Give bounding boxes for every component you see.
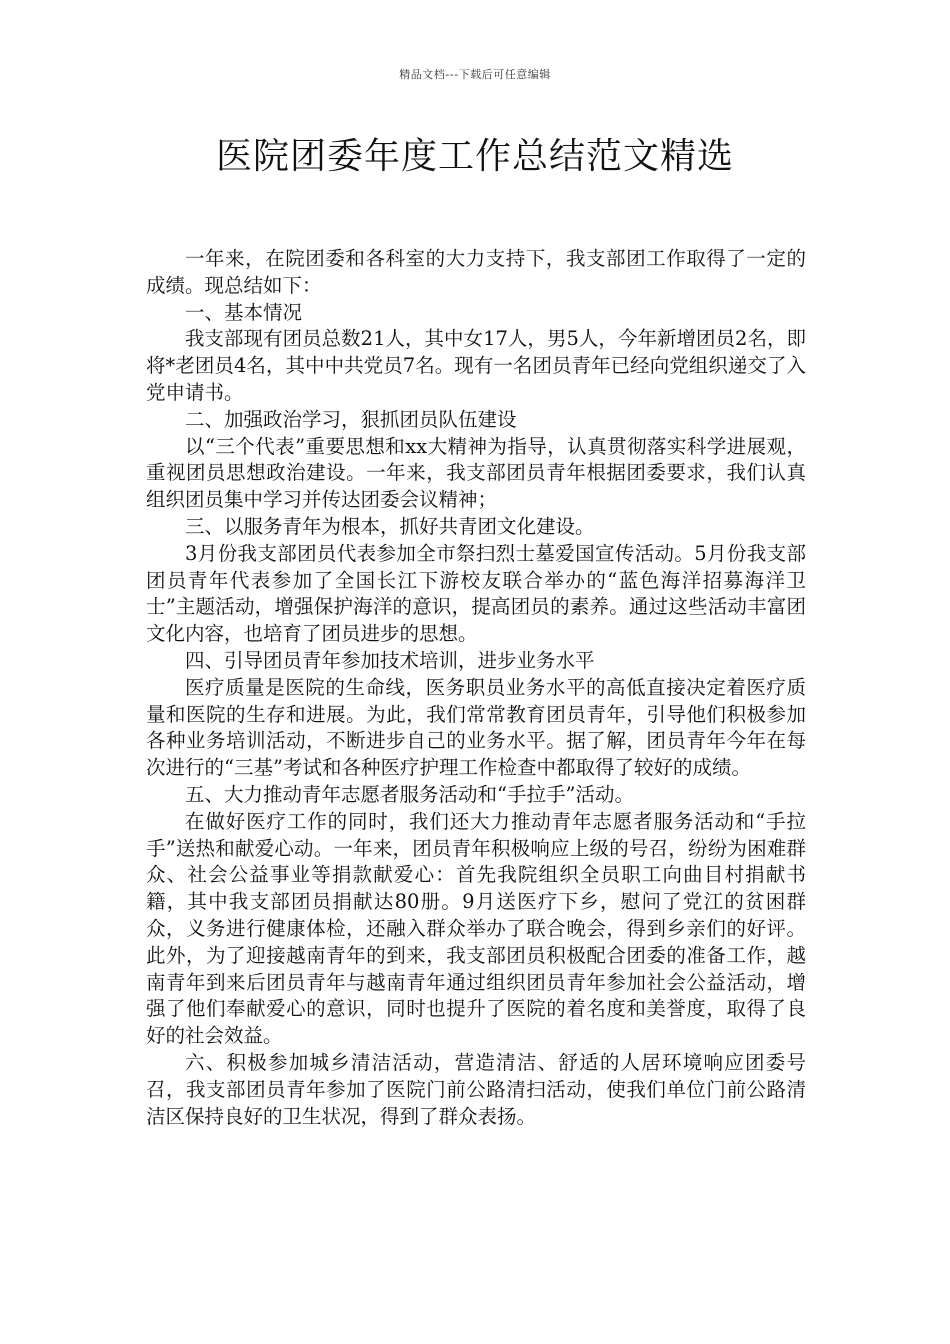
basic-situation-paragraph: 我支部现有团员总数21人，其中女17人，男5人，今年新增团员2名，即将*老团员4名，其中中共党员7名。现有一名团员青年已经向党组织递交了入党申请书。: [146, 327, 806, 404]
volunteer-service-paragraph: 在做好医疗工作的同时，我们还大力推动青年志愿者服务活动和“手拉手”送热和献爱心动。一年来，团员青年积极响应上级的号召，纷纷为困难群众、社会公益事业等捐款献爱心：首先我院组织全员职工向曲目村捐献书籍，其中我支部团员捐献达80册。9月送医疗下乡，慰问了党江的贫困群众，义务进行健康体检，还融入群众举办了联合晚会，得到乡亲们的好评。此外，为了迎接越南青年的到来，我支部团员积极配合团委的准备工作，越南青年到来后团员青年与越南青年通过组织团员青年参加社会公益活动，增强了他们奉献爱心的意识，同时也提升了医院的着名度和美誉度，取得了良好的社会效益。: [146, 809, 806, 1048]
section-cleanup-activity-paragraph: 六、积极参加城乡清洁活动，营造清洁、舒适的人居环境响应团委号召，我支部团员青年参加了医院门前公路清扫活动，使我们单位门前公路清洁区保持良好的卫生状况，得到了群众表扬。: [146, 1050, 806, 1128]
section-heading-basic-situation: 一、基本情况: [185, 300, 303, 324]
technical-training-paragraph: 医疗质量是医院的生命线，医务职员业务水平的高低直接决定着医疗质量和医院的生存和进展。为此，我们常常教育团员青年，引导他们积极参加各种业务培训活动，不断进步自己的业务水平。据了解，团员青年今年在每次进行的“三基”考试和各种医疗护理工作检查中都取得了较好的成绩。: [146, 675, 806, 780]
section-heading-culture-building: 三、以服务青年为根本，抓好共青团文化建设。: [185, 514, 595, 538]
section-heading-volunteer-service: 五、大力推动青年志愿者服务活动和“手拉手”活动。: [185, 782, 634, 806]
intro-paragraph: 一年来，在院团委和各科室的大力支持下，我支部团工作取得了一定的成绩。现总结如下：: [146, 247, 806, 297]
culture-building-paragraph: 3月份我支部团员代表参加全市祭扫烈士墓爱国宣传活动。5月份我支部团员青年代表参加了全国长江下游校友联合举办的“蓝色海洋招募海洋卫士”主题活动，增强保护海洋的意识，提高团员的素养。通过这些活动丰富团文化内容，也培育了团员进步的思想。: [146, 541, 806, 646]
page-header-note: 精品文档---下载后可任意编辑: [399, 68, 551, 81]
section-heading-technical-training: 四、引导团员青年参加技术培训，进步业务水平: [185, 648, 595, 672]
document-title: 医院团委年度工作总结范文精选: [215, 136, 734, 177]
document-body: [146, 246, 806, 1130]
section-heading-political-study: 二、加强政治学习，狠抓团员队伍建设: [185, 407, 517, 431]
political-study-paragraph: 以“三个代表”重要思想和xx大精神为指导，认真贯彻落实科学进展观，重视团员思想政治建设。一年来，我支部团员青年根据团委要求，我们认真组织团员集中学习并传达团委会议精神；: [146, 434, 806, 512]
